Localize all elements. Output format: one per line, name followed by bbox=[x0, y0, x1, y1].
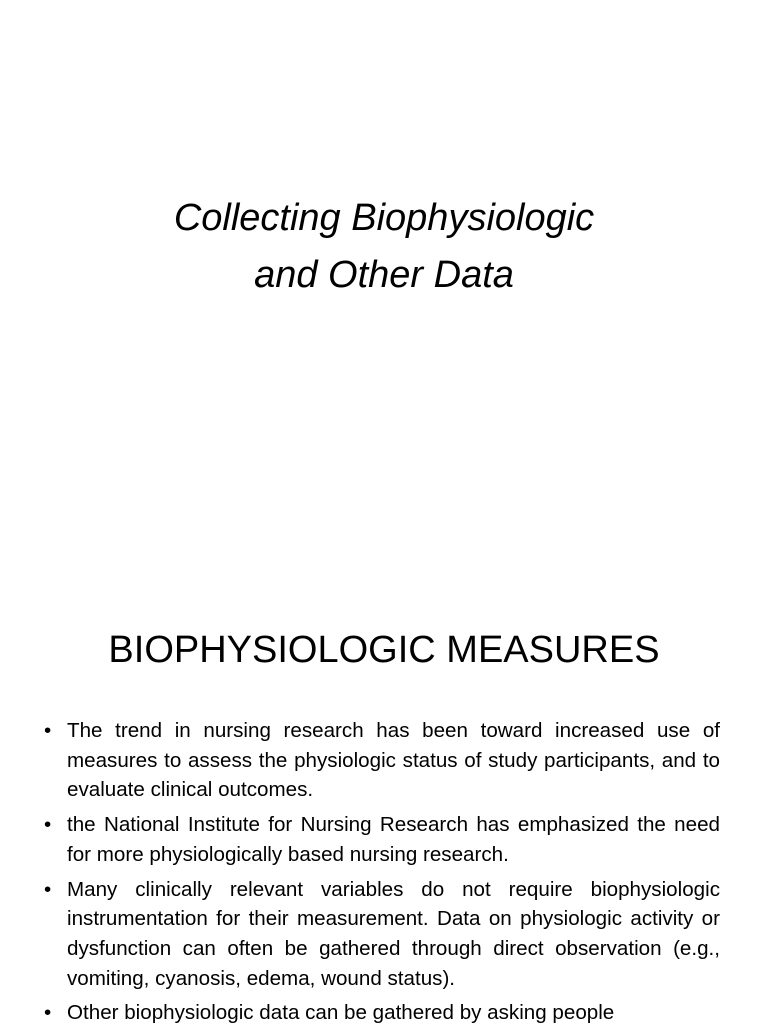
list-item bbox=[44, 810, 720, 869]
bullet-icon: • bbox=[44, 1001, 52, 1025]
bullet-list bbox=[44, 716, 720, 1033]
slide-title-line-2: and Other Data bbox=[254, 254, 514, 296]
bullet-icon: • bbox=[44, 813, 52, 837]
slide-title-line-1: Collecting Biophysiologic bbox=[173, 197, 595, 239]
list-item bbox=[44, 716, 720, 805]
section-heading: BIOPHYSIOLOGIC MEASURES bbox=[108, 629, 660, 671]
bullet-text: Many clinically relevant variables do not require biophysiologic instrumentation for their measurement. Data on physiologic activity or dysfunction can often be gathered through direct observation (e.g., vomiting, cyanosis, edema, wound status). bbox=[67, 877, 720, 990]
bullet-text: the National Institute for Nursing Research has emphasized the need for more physiologically based nursing research. bbox=[67, 813, 720, 866]
bullet-text: The trend in nursing research has been toward increased use of measures to assess the physiologic status of study participants, and to evaluate clinical outcomes. bbox=[67, 719, 720, 802]
bullet-text: Other biophysiologic data can be gathered by asking people bbox=[67, 1001, 615, 1025]
slide-title bbox=[0, 190, 768, 304]
bullet-icon: • bbox=[44, 719, 52, 742]
bullet-icon: • bbox=[44, 877, 52, 901]
list-item bbox=[44, 875, 720, 994]
